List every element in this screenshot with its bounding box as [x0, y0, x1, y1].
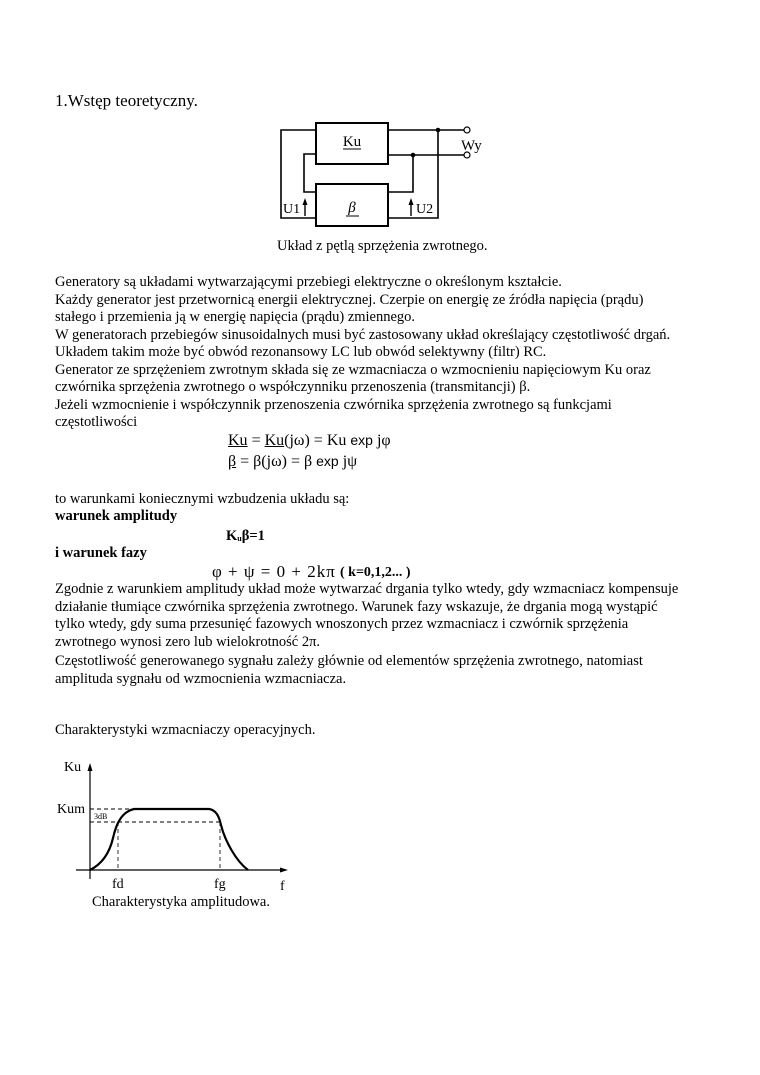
amplitude-condition: [226, 528, 265, 548]
formula-part: =: [247, 432, 265, 449]
feedback-label: β: [348, 200, 356, 216]
text-line: tylko wtedy, gdy suma przesunięć fazowych wnoszonych przez wzmacniacz i czwórnik sprzężenia: [55, 616, 629, 632]
text-line: Każdy generator jest przetwornicą energii elektrycznej. Czerpie on energię ze źródła napięcia (prądu): [55, 291, 644, 308]
formula-subscript: u: [237, 534, 242, 543]
formula-part: Ku: [264, 432, 285, 449]
formula-part: exp: [316, 453, 339, 469]
formula-part: (jω) = Ku: [284, 432, 347, 449]
inner-loop-wire: [304, 154, 316, 192]
figure-caption: Układ z pętlą sprzężenia zwrotnego.: [277, 238, 488, 254]
formula-part: jφ: [372, 432, 391, 449]
max-gain-label: Kum: [57, 802, 85, 817]
phase-condition-note: ( k=0,1,2... ): [340, 565, 411, 580]
junction-dot: [436, 128, 441, 133]
axis-arrow-icon: [88, 763, 93, 771]
y-axis-label: Ku: [64, 760, 82, 775]
y-axis: [88, 763, 93, 879]
transfer-formulas: [228, 430, 391, 472]
lower-cutoff-label: fd: [112, 877, 124, 892]
axis-arrow-icon: [280, 868, 288, 873]
input-voltage-label: U1: [283, 202, 301, 217]
frequency-paragraph: [55, 653, 643, 688]
conditions-intro: to warunkami koniecznymi wzbudzenia układu są:: [55, 491, 350, 507]
return-wire-inner: [388, 155, 413, 192]
up-arrow-icon: [303, 198, 308, 216]
text-line: Układem takim może być obwód rezonansowy LC lub obwód selektywny (filtr) RC.: [55, 344, 547, 360]
intro-paragraph: [55, 274, 670, 432]
x-axis: [76, 868, 288, 873]
section-heading: 1.Wstęp teoretyczny.: [55, 91, 198, 110]
text-line: Zgodnie z warunkiem amplitudy układ może wytwarzać drgania tylko wtedy, gdy wzmacniacz kompensuje: [55, 581, 679, 597]
feedback-voltage-label: U2: [416, 202, 434, 217]
up-arrow-icon: [409, 198, 414, 216]
text-line: Generator ze sprzężeniem zwrotnym składa się ze wzmacniacza o wzmocnieniu napięciowym Ku oraz: [55, 361, 651, 378]
text-line: Jeżeli wzmocnienie i współczynnik przenoszenia czwórnika sprzężenia zwrotnego są funkcjami: [55, 396, 612, 413]
text-line: czwórnika sprzężenia zwrotnego o współczynniku przenoszenia (transmitancji) β.: [55, 379, 531, 395]
formula-part: = β(jω) = β: [236, 453, 313, 470]
formula-part: β=1: [241, 528, 265, 544]
gain-curve: [90, 809, 248, 870]
text-line: Częstotliwość generowanego sygnału zależy głównie od elementów sprzężenia zwrotnego, natomiast: [55, 653, 643, 669]
formula-part: exp: [350, 432, 373, 448]
x-axis-label: f: [280, 879, 285, 894]
feedback-formula: [228, 451, 391, 472]
text-line: stałego i przemienia ją w energię napięcia (prądu) zmiennego.: [55, 309, 416, 325]
drop-label: 3dB: [94, 812, 108, 821]
formula-part: K: [226, 528, 238, 544]
section-title: Charakterystyki wzmacniaczy operacyjnych.: [55, 722, 316, 738]
formula-part: jψ: [338, 453, 358, 470]
phase-condition-label: i warunek fazy: [55, 545, 147, 561]
formula-part: Ku: [228, 432, 248, 449]
upper-cutoff-label: fg: [214, 877, 226, 892]
text-line: Generatory są układami wytwarzającymi przebiegi elektryczne o określonym kształcie.: [55, 274, 562, 290]
output-terminal-top: [464, 127, 470, 133]
gain-formula: [228, 430, 391, 451]
amplifier-label: Ku: [342, 134, 362, 150]
formula-part: β: [228, 453, 237, 470]
amplitude-characteristic-diagram: [50, 755, 300, 895]
text-line: zwrotnego wynosi zero lub wielokrotność 2π.: [55, 633, 321, 650]
phase-condition: φ + ψ = 0 + 2kπ: [212, 562, 336, 581]
text-line: działanie tłumiące czwórnika sprzężenia zwrotnego. Warunek fazy wskazuje, że drgania mogą wystąpić: [55, 598, 658, 615]
feedback-loop-diagram: [270, 115, 500, 235]
figure-caption: Charakterystyka amplitudowa.: [92, 894, 270, 910]
junction-dot: [411, 153, 416, 158]
text-line: częstotliwości: [55, 414, 138, 430]
amplitude-condition-label: warunek amplitudy: [55, 508, 178, 524]
explanation-paragraph: [55, 581, 678, 651]
text-line: amplituda sygnału od wzmocnienia wzmacniacza.: [55, 670, 347, 687]
output-label: Wy: [461, 138, 482, 154]
text-line: W generatorach przebiegów sinusoidalnych musi być zastosowany układ określający częstotliwość drgań.: [55, 326, 671, 343]
